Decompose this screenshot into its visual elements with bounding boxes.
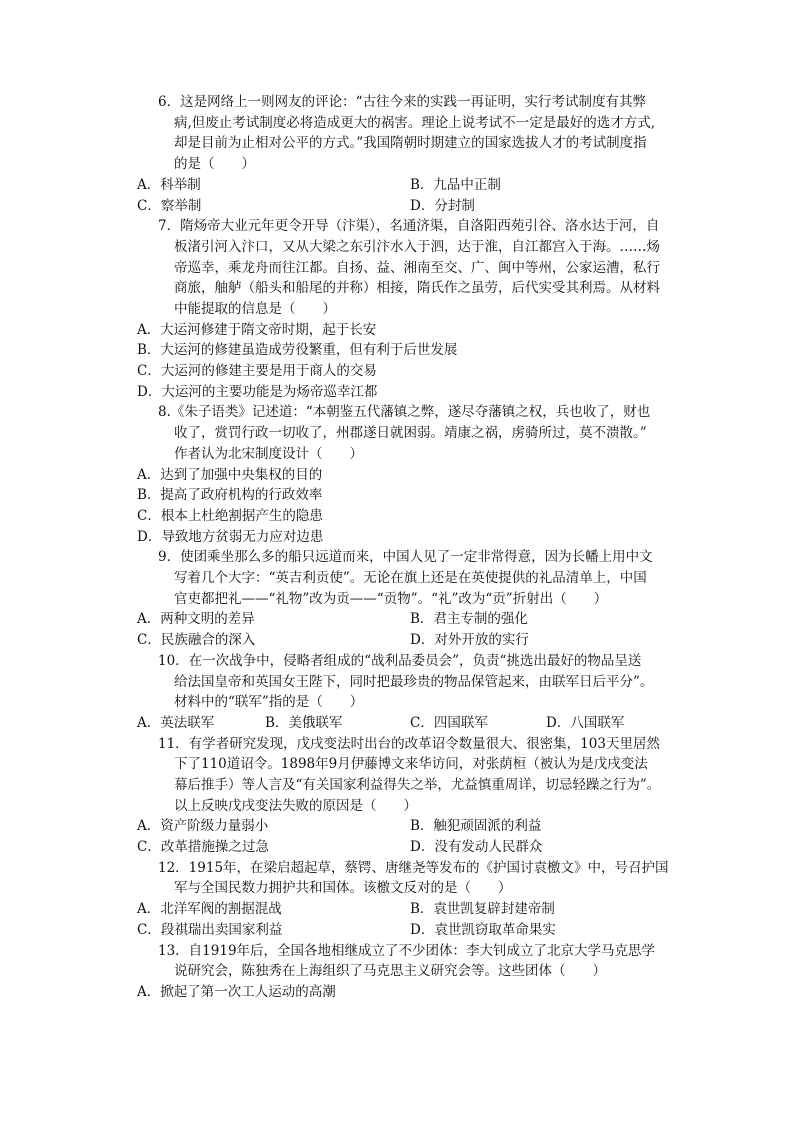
answer-option[interactable]: D．对外开放的实行	[410, 632, 529, 649]
question-stem-line: 11．有学者研究发现，戊戌变法时出台的改革诏令数量很大、很密集，103天里居然	[158, 735, 660, 752]
question-block	[0, 734, 794, 858]
question-block	[0, 216, 794, 402]
answer-option[interactable]: D．八国联军	[546, 714, 625, 731]
answer-option[interactable]: A．资产阶级力量弱小	[137, 818, 269, 835]
answer-option[interactable]: D．大运河的主要功能是为炀帝巡幸江都	[137, 383, 378, 400]
answer-option[interactable]: C．四国联军	[410, 714, 488, 731]
option-row	[0, 816, 794, 837]
answer-option[interactable]: A．大运河修建于隋文帝时期，起于长安	[137, 321, 377, 338]
answer-option[interactable]: A．两种文明的差异	[137, 611, 255, 628]
option-row	[0, 899, 794, 920]
question-stem	[158, 92, 674, 175]
question-stem	[158, 216, 674, 320]
answer-option[interactable]: C．根本上杜绝割据产生的隐患	[137, 507, 323, 524]
question-stem-line: 12．1915年，在梁启超起草，蔡锷、唐继尧等发布的《护国讨袁檄文》中，号召护国	[158, 859, 669, 876]
question-stem-line: 板渚引河入汴口，又从大梁之东引汴水入于泗，达于淮，自江都宫入于海。……炀	[174, 238, 660, 255]
question-stem-line: 收了，赏罚行政一切收了，州郡遂日就困弱。靖康之祸，虏骑所过，莫不溃散。”	[174, 425, 647, 442]
question-stem	[158, 858, 674, 899]
option-row	[0, 175, 794, 196]
question-stem-line: 写着几个大字：“英吉利贡使”。无论在旗上还是在英使提供的礼品清单上，中国	[174, 570, 647, 587]
question-block	[0, 547, 794, 650]
answer-option[interactable]: A．达到了加强中央集权的目的	[137, 466, 323, 483]
question-stem	[158, 651, 674, 713]
answer-option[interactable]: B．大运河的修建虽造成劳役繁重，但有利于后世发展	[137, 342, 458, 359]
answer-option[interactable]: B．君主专制的强化	[410, 611, 528, 628]
question-block	[0, 941, 794, 1003]
question-stem-line: 以上反映戊戌变法失败的原因是（ ）	[174, 797, 417, 814]
question-stem-line: 材料中的“联军”指的是（ ）	[174, 694, 364, 711]
question-stem-line: 6．这是网络上一则网友的评论：“古往今来的实践一再证明，实行考试制度有其弊	[158, 94, 646, 110]
answer-option[interactable]: D．导致地方贫弱无力应对边患	[137, 528, 324, 545]
answer-option[interactable]: C．民族融合的深入	[137, 632, 256, 649]
question-stem-line: 7．隋炀帝大业元年更令开导（汴渠），名通济渠，自洛阳西苑引谷、洛水达于河，自	[158, 218, 660, 235]
question-stem-line: 的是（ ）	[174, 156, 255, 173]
question-block	[0, 402, 794, 547]
question-stem-line: 却是目前为止相对公平的方式。”我国隋朝时期建立的国家选拔人才的考试制度指	[174, 135, 647, 152]
question-list	[0, 92, 794, 1003]
question-stem-line: 13．自1919年后，全国各地相继成立了不少团体：李大钊成立了北京大学马克思学	[158, 942, 656, 959]
option-row	[0, 837, 794, 858]
question-block	[0, 858, 794, 941]
question-stem-line: 官吏都把礼——“礼物”改为贡——“贡物”。“礼”改为“贡”折射出（ ）	[174, 590, 608, 607]
question-stem-line: 说研究会，陈独秀在上海组织了马克思主义研究会等。这些团体（ ）	[174, 963, 606, 980]
question-stem-line: 10．在一次战争中，侵略者组成的“战利品委员会”，负责“挑选出最好的物品呈送	[158, 652, 642, 669]
question-stem	[158, 402, 674, 464]
question-stem-line: 9．使团乘坐那么多的船只远道而来，中国人见了一定非常得意，因为长幡上用中文	[158, 549, 653, 566]
answer-option[interactable]: C．大运河的修建主要是用于商人的交易	[137, 363, 377, 380]
option-row	[0, 196, 794, 217]
question-stem-line: 幕后推手）等人言及“有关国家利益得失之举，尤益慎重周详，切忌轻躁之行为”。	[174, 777, 661, 793]
answer-option[interactable]: D．分封制	[410, 197, 475, 214]
question-stem-line: 帝巡幸，乘龙舟而往江都。自扬、益、湘南至交、广、闽中等州，公家运漕，私行	[174, 259, 660, 276]
question-stem	[158, 941, 674, 982]
answer-option[interactable]: C．段祺瑞出卖国家利益	[137, 921, 283, 938]
question-stem-line: 8.《朱子语类》记述道：“本朝鉴五代藩镇之弊，遂尽夺藩镇之权，兵也收了，财也	[158, 404, 651, 421]
question-stem-line: 病,但废止考试制度必将造成更大的祸害。理论上说考试不一定是最好的选才方式,	[174, 114, 656, 131]
answer-option[interactable]: B．九品中正制	[410, 176, 501, 193]
answer-option[interactable]: A．北洋军阀的割据混战	[137, 901, 282, 918]
answer-option[interactable]: B．触犯顽固派的利益	[410, 818, 542, 835]
option-row	[0, 713, 794, 734]
question-stem-line: 作者认为北宋制度设计（ ）	[174, 445, 363, 462]
answer-option[interactable]: C．察举制	[137, 197, 202, 214]
question-stem-line: 军与全国民数力拥护共和国体。该檄文反对的是（ ）	[174, 880, 512, 897]
answer-option[interactable]: D．没有发动人民群众	[410, 839, 543, 856]
question-stem-line: 中能提取的信息是（ ）	[174, 301, 336, 317]
answer-option[interactable]: C．改革措施操之过急	[137, 839, 269, 856]
question-stem-line: 商旅，舳舻（船头和船尾的并称）相接，隋氏作之虽劳，后代实受其利焉。从材料	[174, 280, 660, 297]
question-stem-line: 给法国皇帝和英国女王陛下，同时把最珍贵的物品保管起来，由联军日后平分”。	[174, 673, 654, 690]
question-stem	[158, 734, 674, 817]
question-stem-line: 下了110道诏令。1898年9月伊藤博文来华访问，对张荫桓（被认为是戊戌变法	[174, 756, 648, 773]
option-row	[0, 920, 794, 941]
answer-option[interactable]: B．美俄联军	[265, 714, 343, 731]
answer-option[interactable]: B．袁世凯复辟封建帝制	[410, 901, 555, 918]
answer-option[interactable]: D．袁世凯窃取革命果实	[410, 921, 556, 938]
question-stem	[158, 547, 674, 609]
answer-option[interactable]: A．科举制	[137, 176, 201, 193]
option-row	[0, 609, 794, 630]
answer-option[interactable]: A．英法联军	[137, 714, 215, 731]
answer-option[interactable]: B．提高了政府机构的行政效率	[137, 487, 323, 504]
answer-option[interactable]: A．掀起了第一次工人运动的高潮	[137, 983, 336, 1000]
question-block	[0, 651, 794, 734]
question-block	[0, 92, 794, 216]
option-row	[0, 630, 794, 651]
